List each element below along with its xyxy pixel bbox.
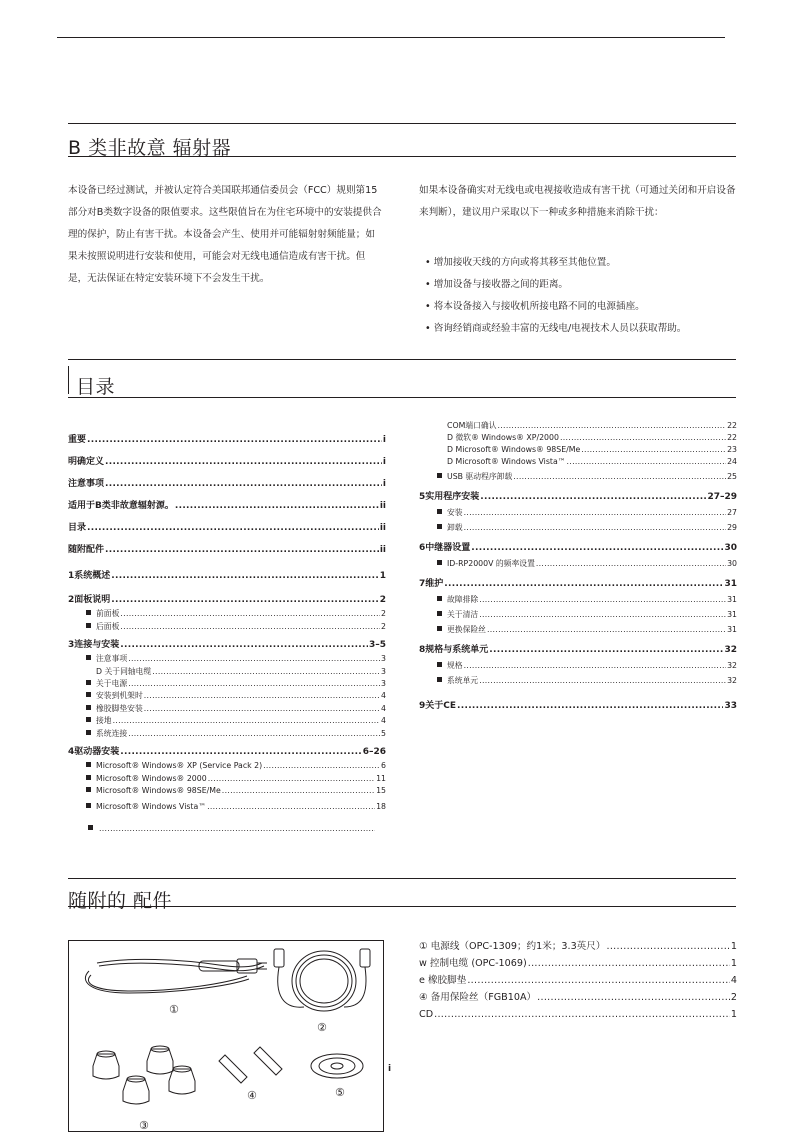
rubber-feet-icon	[93, 1046, 195, 1104]
toc-sub-entry[interactable]: D Microsoft® Windows Vista™ ..... 24	[419, 456, 737, 468]
section-title-fcc: B 类非故意 辐射器	[68, 137, 232, 159]
illus-label-fuses: ④	[247, 1089, 257, 1102]
toc-sub-entry[interactable]: 系统连接 ..... 5	[68, 728, 386, 741]
section-title-accessories: 随附的 配件	[68, 890, 173, 912]
illus-label-feet: ③	[139, 1119, 149, 1131]
toc-sub-entry[interactable]: 关于清洁 ..... 31	[419, 607, 737, 622]
section-rule-top	[68, 878, 736, 879]
fcc-left-paragraph: 本设备已经过测试，并被认定符合美国联邦通信委员会（FCC）规则第15部分对B类数字设备的限值要求。这些限值旨在为住宅环境中的安装提供合理的保护，防止有害干扰。本设备会产生、使用并可能辐射射频能量；如果未按照说明进行安装和使用，可能会对无线电通信造成有害干扰。但是，无法保证在特定安装环境下不会发生干扰。	[68, 185, 382, 284]
cd-icon	[311, 1054, 363, 1078]
section-rule-top	[68, 123, 736, 124]
toc-entry[interactable]: 注意事项 ..... i	[68, 470, 386, 492]
toc-sub-entry[interactable]: D 关于同轴电缆 ..... 3	[68, 666, 386, 678]
toc-sub-entry[interactable]: D 微软® Windows® XP/2000 ..... 22	[419, 432, 737, 444]
toc-chapter[interactable]: 8 规格与系统单元 ..... 32	[419, 642, 737, 658]
toc-sub-entry[interactable]: 系统单元 ..... 32	[419, 673, 737, 688]
toc-sub-entry[interactable]: D Microsoft® Windows® 98SE/Me ..... 23	[419, 444, 737, 456]
illus-label-cable: ②	[317, 1021, 327, 1034]
toc-sub-entry[interactable]: Microsoft® Windows® 2000 ..... 11	[68, 773, 386, 786]
toc-sub-entry[interactable]: 注意事项 ..... 3	[68, 653, 386, 666]
toc-entry[interactable]: 重要 ..... i	[68, 426, 386, 448]
toc-chapter[interactable]: 3 连接与安装 ..... 3–5	[68, 637, 386, 653]
fuses-icon	[219, 1047, 282, 1083]
toc-sub-entry[interactable]: 后面板 ..... 2	[68, 621, 386, 634]
toc-chapter[interactable]: 2 面板说明 ..... 2	[68, 592, 386, 608]
toc-sub-entry[interactable]: 橡胶脚垫安装 ..... 4	[68, 703, 386, 716]
measure-item: • 将本设备接入与接收机所接电路不同的电源插座。	[425, 296, 740, 318]
measure-item: • 增加设备与接收器之间的距离。	[425, 274, 740, 296]
toc-chapter[interactable]: 4 驱动器安装 ..... 6–26	[68, 744, 386, 760]
toc-sub-entry[interactable]: 更换保险丝 ..... 31	[419, 622, 737, 637]
toc-sub-entry[interactable]: Microsoft® Windows Vista™ ..... 18	[68, 801, 386, 814]
accessory-item: CD ..... 1	[419, 1006, 737, 1023]
toc-sub-entry[interactable]: 关于电源 ..... 3	[68, 678, 386, 691]
power-cord-icon	[85, 959, 267, 993]
toc-left-column	[68, 426, 386, 836]
measure-item: • 咨询经销商或经验丰富的无线电/电视技术人员以获取帮助。	[425, 318, 740, 340]
toc-entry[interactable]: 随附配件 ..... ii	[68, 536, 386, 558]
toc-sub-entry[interactable]: 故障排除 ..... 31	[419, 592, 737, 607]
accessories-drawing	[69, 941, 383, 1131]
toc-sub-entry[interactable]: COM端口确认 ..... 22	[419, 420, 737, 432]
toc-right-column	[419, 420, 737, 714]
toc-chapter[interactable]: 1 系统概述 ..... 1	[68, 568, 386, 584]
accessory-item: e 橡胶脚垫 ..... 4	[419, 972, 737, 989]
section-title-underline	[68, 397, 736, 398]
toc-chapter[interactable]: 9 关于CE ..... 33	[419, 698, 737, 714]
toc-sub-entry[interactable]: 接地 ..... 4	[68, 715, 386, 728]
section-rule-top	[68, 359, 736, 360]
accessory-item: ④ 备用保险丝（FGB10A） ..... 2	[419, 989, 737, 1006]
fcc-right-paragraph: 如果本设备确实对无线电或电视接收造成有害干扰（可通过关闭和开启设备来判断），建议用户采取以下一种或多种措施来消除干扰：	[419, 185, 736, 218]
illus-label-cord: ①	[169, 1003, 179, 1016]
toc-sub-entry[interactable]: 规格 ..... 32	[419, 658, 737, 673]
accessories-list	[419, 938, 737, 1023]
toc-sub-entry[interactable]: 前面板 ..... 2	[68, 608, 386, 621]
illus-label-cd: ⑤	[335, 1086, 345, 1099]
section-title-toc: 目录	[76, 376, 116, 398]
toc-sub-entry[interactable]: 卸载 ..... 29	[419, 520, 737, 535]
section-title-underline	[68, 156, 736, 157]
toc-chapter[interactable]: 6 中继器设置 ..... 30	[419, 540, 737, 556]
toc-entry[interactable]: 明确定义 ..... i	[68, 448, 386, 470]
fcc-measures-list	[425, 252, 740, 340]
accessories-illustration	[68, 940, 384, 1132]
toc-sub-entry[interactable]: 安装 ..... 27	[419, 505, 737, 520]
page-top-rule	[57, 37, 725, 38]
measure-item: • 增加接收天线的方向或将其移至其他位置。	[425, 252, 740, 274]
toc-entry[interactable]: 目录 ..... ii	[68, 514, 386, 536]
toc-sub-entry-blank[interactable]	[68, 823, 376, 836]
toc-sub-entry[interactable]: Microsoft® Windows® 98SE/Me ..... 15	[68, 785, 386, 798]
toc-chapter[interactable]: 5 实用程序安装 ..... 27–29	[419, 489, 737, 505]
margin-mark: i	[388, 1064, 392, 1074]
toc-sub-entry[interactable]: ID-RP2000V 的频率设置 ..... 30	[419, 556, 737, 571]
accessory-item: w 控制电缆 (OPC-1069) ..... 1	[419, 955, 737, 972]
toc-sub-entry[interactable]: Microsoft® Windows® XP (Service Pack 2) ..... 6	[68, 760, 386, 773]
section-title-underline	[68, 906, 736, 907]
toc-sub-entry[interactable]: USB 驱动程序卸载 ..... 25	[419, 471, 737, 484]
toc-title-marker	[68, 366, 69, 394]
accessory-item: ① 电源线（OPC-1309；约1米；3.3英尺） ..... 1	[419, 938, 737, 955]
toc-sub-entry[interactable]: 安装到机架时 ..... 4	[68, 690, 386, 703]
toc-chapter[interactable]: 7 维护 ..... 31	[419, 576, 737, 592]
toc-entry[interactable]: 适用于B类非故意辐射源。 ..... ii	[68, 492, 386, 514]
control-cable-icon	[274, 949, 370, 1011]
